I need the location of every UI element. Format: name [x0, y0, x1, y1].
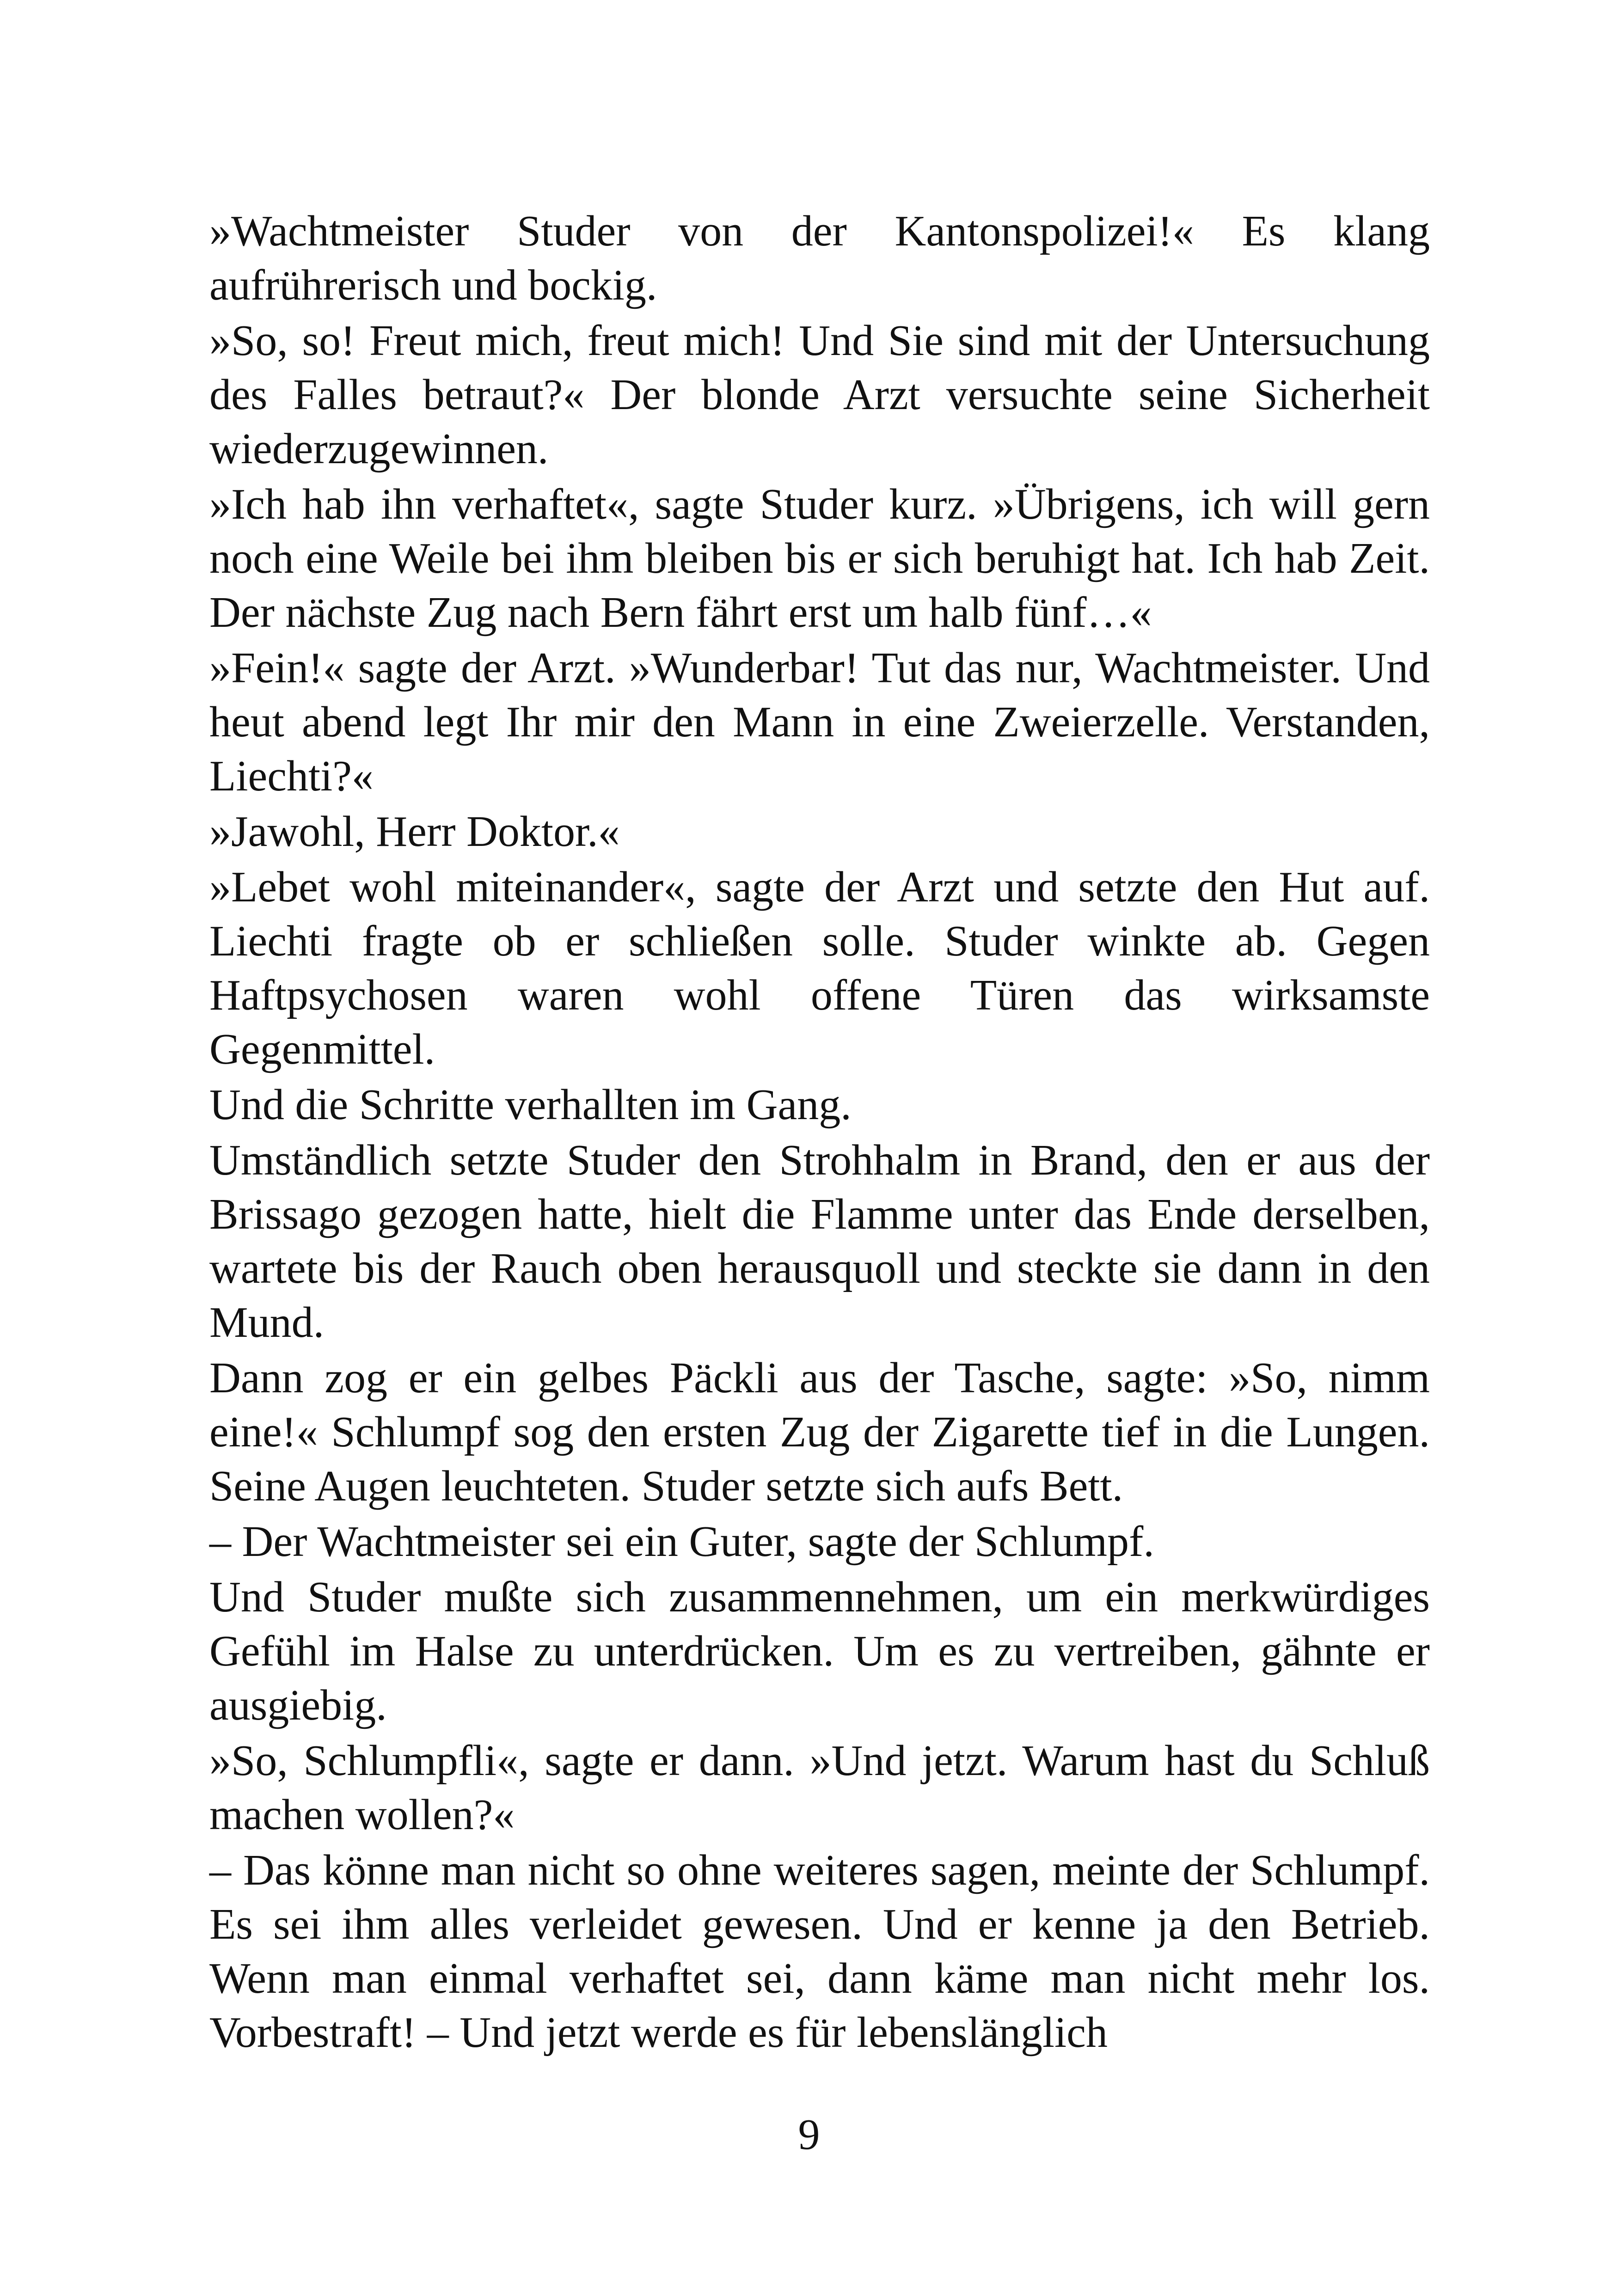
- paragraph: Und Studer mußte sich zusammennehmen, um ein merkwürdiges Gefühl im Halse zu unterdrücken. Um es zu vertreiben, gähnte er ausgiebig.: [209, 1573, 1430, 1729]
- paragraph: »So, Schlumpfli«, sagte er dann. »Und jetzt. Warum hast du Schluß machen wollen?«: [209, 1737, 1430, 1839]
- page-number: 9: [798, 2111, 820, 2159]
- paragraph: »So, so! Freut mich, freut mich! Und Sie sind mit der Untersuchung des Falles betraut?« Der blonde Arzt versuchte seine Sicherheit wiederzugewinnen.: [209, 317, 1430, 473]
- paragraph: – Der Wachtmeister sei ein Guter, sagte der Schlumpf.: [209, 1518, 1154, 1566]
- paragraph: »Wachtmeister Studer von der Kantonspolizei!« Es klang aufrührerisch und bockig.: [209, 207, 1430, 309]
- paragraph: »Ich hab ihn verhaftet«, sagte Studer kurz. »Übrigens, ich will gern noch eine Weile bei ihm bleiben bis er sich beruhigt hat. Ich hab Zeit. Der nächste Zug nach Bern fährt erst um halb fünf…«: [209, 480, 1430, 637]
- paragraph: »Lebet wohl miteinander«, sagte der Arzt und setzte den Hut auf. Liechti fragte ob er schließen solle. Studer winkte ab. Gegen Haftpsychosen waren wohl offene Türen das wirksamste Gegenmittel.: [209, 863, 1430, 1073]
- paragraph: »Jawohl, Herr Doktor.«: [209, 808, 620, 856]
- paragraph: »Fein!« sagte der Arzt. »Wunderbar! Tut das nur, Wachtmeister. Und heut abend legt Ihr mir den Mann in eine Zweierzelle. Verstanden, Liechti?«: [209, 644, 1430, 800]
- paragraph: Und die Schritte verhallten im Gang.: [209, 1081, 852, 1129]
- paragraph: – Das könne man nicht so ohne weiteres sagen, meinte der Schlumpf. Es sei ihm alles verleidet gewesen. Und er kenne ja den Betrieb. Wenn man einmal verhaftet sei, dann käme man nicht mehr los. Vorbestraft! – Und jetzt werde es für lebenslänglich: [209, 1846, 1430, 2057]
- body-text: [209, 204, 1430, 2060]
- paragraph: Dann zog er ein gelbes Päckli aus der Tasche, sagte: »So, nimm eine!« Schlumpf sog den ersten Zug der Zigarette tief in die Lungen. Seine Augen leuchteten. Studer setzte sich aufs Bett.: [209, 1354, 1430, 1510]
- paragraph: Umständlich setzte Studer den Strohhalm in Brand, den er aus der Brissago gezogen hatte, hielt die Flamme unter das Ende derselben, wartete bis der Rauch oben herausquoll und steckte sie dann in den Mund.: [209, 1136, 1430, 1347]
